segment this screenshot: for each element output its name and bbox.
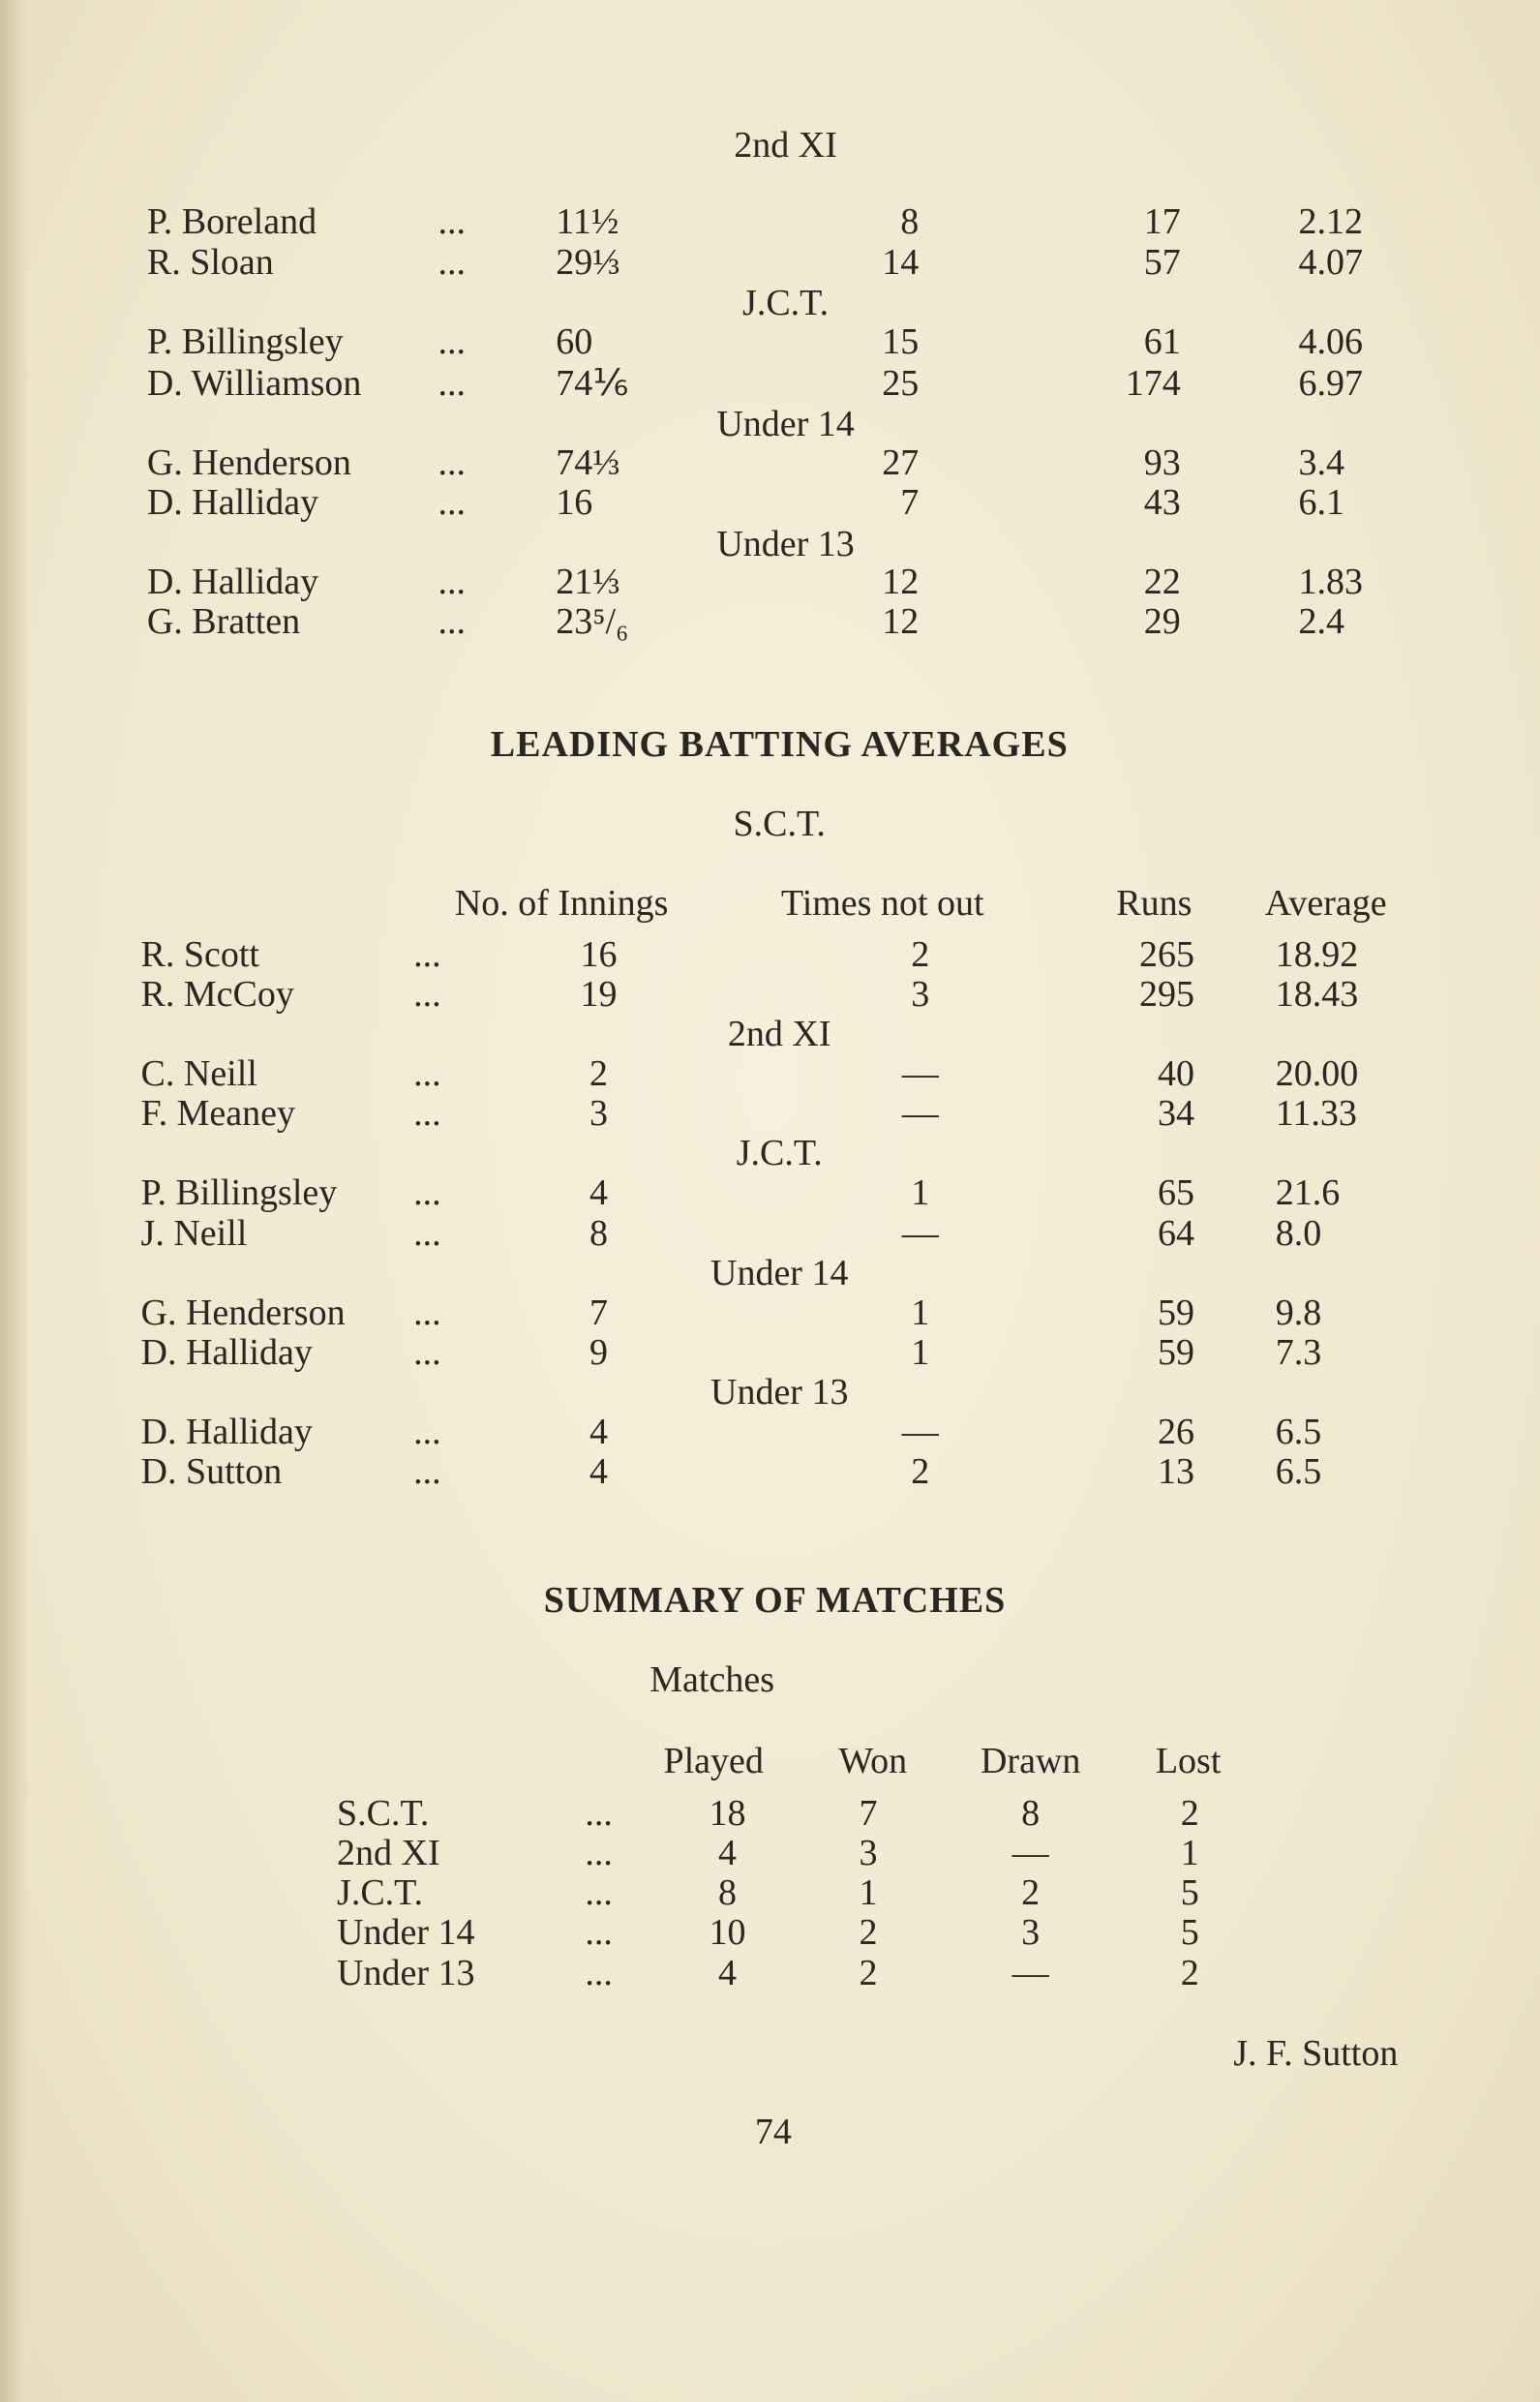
times-not-out: 1 xyxy=(911,1172,930,1214)
runs: 65 xyxy=(1157,1172,1194,1214)
average: 18.92 xyxy=(1275,933,1359,975)
player-name: D. Williamson xyxy=(146,362,362,404)
runs: 61 xyxy=(1143,320,1181,362)
played: 8 xyxy=(717,1872,737,1914)
overs: 21⅓ xyxy=(556,562,620,603)
played: 4 xyxy=(717,1833,737,1874)
times-not-out: — xyxy=(901,1093,939,1135)
played: 18 xyxy=(709,1793,746,1835)
leader-dots: ... xyxy=(438,562,466,603)
average: 11.33 xyxy=(1275,1093,1357,1135)
section-title: SUMMARY OF MATCHES xyxy=(543,1580,1007,1622)
times-not-out: 3 xyxy=(911,973,930,1015)
times-not-out: — xyxy=(901,1212,939,1254)
group-heading: Under 13 xyxy=(716,523,855,564)
leader-dots: ... xyxy=(413,973,441,1015)
overs: 74⅙ xyxy=(556,362,629,404)
innings: 19 xyxy=(580,973,618,1015)
section-title: LEADING BATTING AVERAGES xyxy=(490,723,1069,765)
won: 3 xyxy=(859,1833,878,1874)
average: 4.06 xyxy=(1298,320,1364,362)
innings: 16 xyxy=(580,933,618,975)
player-name: D. Halliday xyxy=(140,1412,313,1453)
overs: 16 xyxy=(556,481,593,523)
column-header: Lost xyxy=(1155,1741,1222,1782)
maidens: 15 xyxy=(882,320,920,362)
group-heading: J.C.T. xyxy=(742,283,830,324)
innings: 2 xyxy=(589,1052,609,1094)
player-name: J. Neill xyxy=(140,1212,248,1254)
player-name: G. Henderson xyxy=(146,441,351,483)
lost: 5 xyxy=(1180,1912,1199,1954)
runs: 40 xyxy=(1157,1052,1194,1094)
runs: 93 xyxy=(1143,441,1181,483)
player-name: R. McCoy xyxy=(140,973,294,1015)
leader-dots: ... xyxy=(413,1212,441,1254)
times-not-out: — xyxy=(901,1052,939,1094)
group-heading: Under 14 xyxy=(710,1252,849,1293)
times-not-out: 2 xyxy=(911,933,930,975)
drawn: — xyxy=(1012,1833,1049,1874)
average: 6.5 xyxy=(1275,1412,1322,1453)
leader-dots: ... xyxy=(585,1952,613,1993)
player-name: D. Halliday xyxy=(140,1331,313,1373)
player-name: F. Meaney xyxy=(140,1093,296,1135)
group-heading: J.C.T. xyxy=(736,1133,823,1174)
team-name: J.C.T. xyxy=(337,1872,424,1914)
player-name: P. Billingsley xyxy=(146,320,344,362)
player-name: P. Billingsley xyxy=(140,1172,338,1214)
leader-dots: ... xyxy=(585,1912,613,1954)
runs: 29 xyxy=(1143,601,1181,643)
team-name: Under 14 xyxy=(337,1912,475,1954)
runs: 57 xyxy=(1143,241,1181,283)
times-not-out: — xyxy=(901,1412,939,1453)
average: 9.8 xyxy=(1275,1292,1322,1333)
leader-dots: ... xyxy=(438,441,466,483)
average: 1.83 xyxy=(1298,562,1364,603)
runs: 13 xyxy=(1157,1451,1194,1493)
runs: 265 xyxy=(1138,933,1194,975)
average: 4.07 xyxy=(1298,241,1364,283)
innings: 4 xyxy=(589,1172,609,1214)
overs: 11½ xyxy=(556,201,619,243)
leader-dots: ... xyxy=(438,320,466,362)
group-heading: S.C.T. xyxy=(733,804,826,845)
subheading: Matches xyxy=(649,1659,774,1701)
column-header: Won xyxy=(838,1741,908,1782)
leader-dots: ... xyxy=(438,201,466,243)
maidens: 27 xyxy=(882,441,920,483)
leader-dots: ... xyxy=(438,241,466,283)
page-number: 74 xyxy=(754,2112,792,2153)
innings: 7 xyxy=(589,1292,609,1333)
drawn: 3 xyxy=(1021,1912,1041,1954)
player-name: D. Halliday xyxy=(146,562,319,603)
average: 2.12 xyxy=(1298,201,1364,243)
leader-dots: ... xyxy=(585,1872,613,1914)
average: 21.6 xyxy=(1275,1172,1341,1214)
runs: 22 xyxy=(1143,562,1181,603)
leader-dots: ... xyxy=(413,1451,441,1493)
played: 10 xyxy=(709,1912,746,1954)
average: 7.3 xyxy=(1275,1331,1322,1373)
leader-dots: ... xyxy=(413,1412,441,1453)
overs: 29⅓ xyxy=(556,241,620,283)
column-header: Played xyxy=(663,1741,764,1782)
runs: 174 xyxy=(1125,362,1181,404)
innings: 4 xyxy=(589,1451,609,1493)
maidens: 14 xyxy=(882,241,920,283)
maidens: 25 xyxy=(882,362,920,404)
runs: 295 xyxy=(1138,973,1194,1015)
runs: 59 xyxy=(1157,1331,1194,1373)
runs: 64 xyxy=(1157,1212,1194,1254)
leader-dots: ... xyxy=(413,933,441,975)
lost: 2 xyxy=(1180,1952,1199,1993)
column-header: No. of Innings xyxy=(454,883,669,925)
leader-dots: ... xyxy=(438,601,466,643)
player-name: D. Sutton xyxy=(140,1451,283,1493)
player-name: D. Halliday xyxy=(146,481,319,523)
player-name: C. Neill xyxy=(140,1052,257,1094)
times-not-out: 1 xyxy=(911,1292,930,1333)
player-name: G. Henderson xyxy=(140,1292,346,1333)
group-heading: 2nd XI xyxy=(727,1013,831,1054)
times-not-out: 2 xyxy=(911,1451,930,1493)
average: 8.0 xyxy=(1275,1212,1322,1254)
maidens: 8 xyxy=(900,201,920,243)
runs: 26 xyxy=(1157,1412,1194,1453)
player-name: R. Scott xyxy=(140,933,259,975)
player-name: G. Bratten xyxy=(146,601,301,643)
won: 1 xyxy=(859,1872,878,1914)
maidens: 12 xyxy=(882,601,920,643)
innings: 3 xyxy=(589,1093,609,1135)
played: 4 xyxy=(717,1952,737,1993)
won: 2 xyxy=(859,1952,878,1993)
innings: 4 xyxy=(589,1412,609,1453)
lost: 2 xyxy=(1180,1793,1199,1835)
leader-dots: ... xyxy=(438,481,466,523)
drawn: — xyxy=(1012,1952,1049,1993)
group-heading: Under 13 xyxy=(710,1372,849,1414)
won: 7 xyxy=(859,1793,878,1835)
leader-dots: ... xyxy=(413,1093,441,1135)
column-header: Runs xyxy=(1116,883,1193,925)
runs: 59 xyxy=(1157,1292,1194,1333)
leader-dots: ... xyxy=(413,1052,441,1094)
average: 6.5 xyxy=(1275,1451,1322,1493)
leader-dots: ... xyxy=(585,1793,613,1835)
average: 18.43 xyxy=(1275,973,1359,1015)
won: 2 xyxy=(859,1912,878,1954)
runs: 34 xyxy=(1157,1093,1194,1135)
column-header: Average xyxy=(1264,883,1387,925)
leader-dots: ... xyxy=(413,1331,441,1373)
overs: 60 xyxy=(556,320,593,362)
overs: 23⁵/₆ xyxy=(556,601,629,643)
group-heading: Under 14 xyxy=(716,404,855,445)
leader-dots: ... xyxy=(413,1292,441,1333)
maidens: 12 xyxy=(882,562,920,603)
author-signature: J. F. Sutton xyxy=(1233,2033,1399,2075)
maidens: 7 xyxy=(900,481,920,523)
innings: 8 xyxy=(589,1212,609,1254)
group-heading: 2nd XI xyxy=(734,125,837,167)
average: 20.00 xyxy=(1275,1052,1359,1094)
times-not-out: 1 xyxy=(911,1331,930,1373)
leader-dots: ... xyxy=(438,362,466,404)
column-header: Times not out xyxy=(780,883,984,925)
team-name: Under 13 xyxy=(337,1952,475,1993)
average: 3.4 xyxy=(1298,441,1345,483)
runs: 43 xyxy=(1143,481,1181,523)
drawn: 2 xyxy=(1021,1872,1041,1914)
team-name: 2nd XI xyxy=(337,1833,440,1874)
lost: 5 xyxy=(1180,1872,1199,1914)
leader-dots: ... xyxy=(585,1833,613,1874)
drawn: 8 xyxy=(1021,1793,1041,1835)
average: 2.4 xyxy=(1298,601,1345,643)
page-binding-edge xyxy=(0,0,27,2402)
average: 6.1 xyxy=(1298,481,1345,523)
overs: 74⅓ xyxy=(556,441,620,483)
average: 6.97 xyxy=(1298,362,1364,404)
runs: 17 xyxy=(1143,201,1181,243)
lost: 1 xyxy=(1180,1833,1199,1874)
team-name: S.C.T. xyxy=(337,1793,430,1835)
leader-dots: ... xyxy=(413,1172,441,1214)
player-name: R. Sloan xyxy=(146,241,274,283)
innings: 9 xyxy=(589,1331,609,1373)
player-name: P. Boreland xyxy=(146,201,317,243)
column-header: Drawn xyxy=(980,1741,1081,1782)
